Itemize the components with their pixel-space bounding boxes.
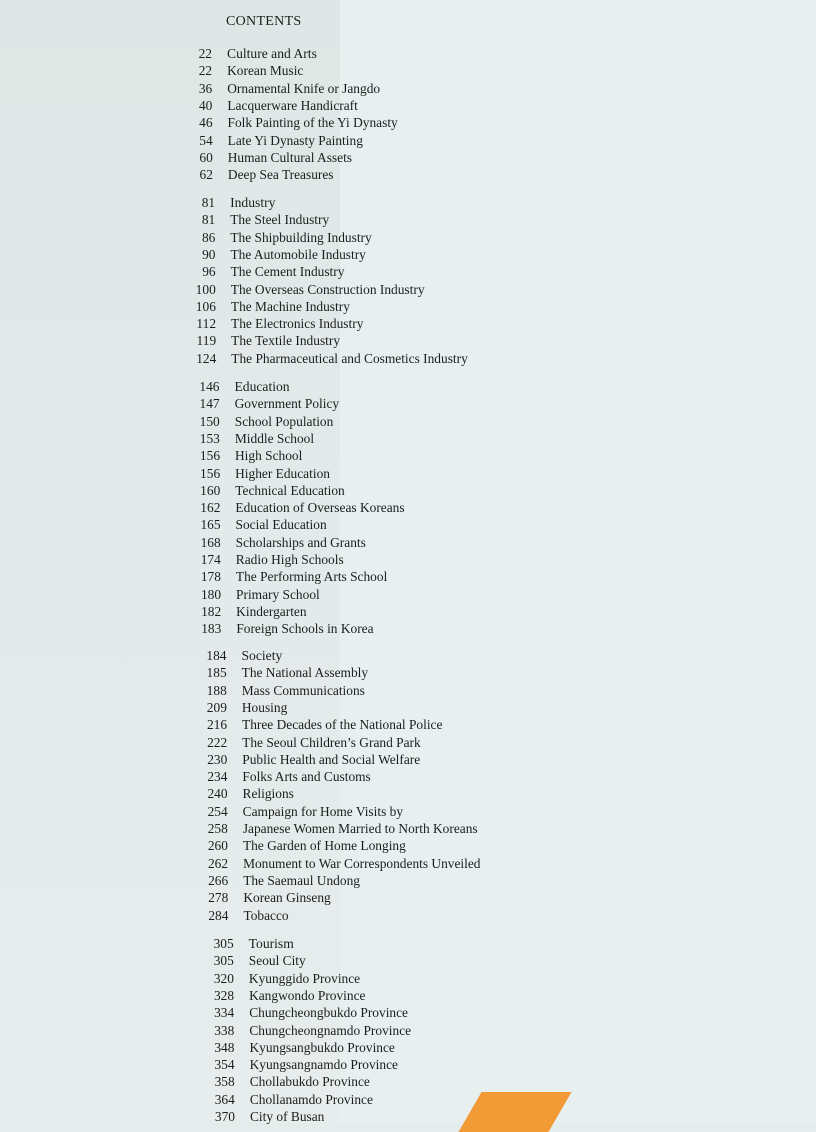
page-number: 100 xyxy=(195,281,216,297)
entry-title: Scholarships and Grants xyxy=(235,534,366,550)
contents-heading: CONTENTS xyxy=(226,14,302,29)
page-number: 348 xyxy=(214,1039,235,1055)
page-number: 153 xyxy=(199,430,220,446)
entry-title: Kindergarten xyxy=(236,603,307,619)
page-number: 184 xyxy=(206,648,227,663)
page-number: 320 xyxy=(213,970,234,986)
entry-title: Japanese Women Married to North Koreans xyxy=(242,821,478,836)
entry-title: Radio High Schools xyxy=(235,552,344,567)
entry-title: Chollanamdo Province xyxy=(249,1091,373,1107)
section-title: Industry xyxy=(230,195,276,210)
page-number: 86 xyxy=(201,229,216,245)
entry-title: Late Yi Dynasty Painting xyxy=(227,132,363,148)
page-number: 254 xyxy=(207,803,228,819)
page-number: 165 xyxy=(200,517,221,533)
page-number: 185 xyxy=(206,665,227,681)
entry-title: Deep Sea Treasures xyxy=(227,167,334,183)
entry-title: Korean Music xyxy=(227,63,304,79)
entry-title: Education of Overseas Koreans xyxy=(235,500,405,516)
page-number: 81 xyxy=(201,195,216,210)
entry-title: Three Decades of the National Police xyxy=(242,717,443,733)
entry-title: Kyungsangnamdo Province xyxy=(249,1057,398,1073)
entry-title: Higher Education xyxy=(235,465,330,481)
entry-title: High School xyxy=(235,448,303,464)
page-number: 22 xyxy=(198,46,212,61)
entry-title: Folks Arts and Customs xyxy=(242,769,371,785)
page-number: 305 xyxy=(213,953,234,969)
section-title: Tourism xyxy=(248,936,294,951)
entry-title: Housing xyxy=(241,699,288,715)
entry-title: The Electronics Industry xyxy=(231,316,364,332)
entry-title: Mass Communications xyxy=(241,682,365,698)
page-number: 81 xyxy=(201,212,216,228)
entry-title: The Cement Industry xyxy=(230,264,345,280)
page-number: 266 xyxy=(208,872,229,888)
entry-title: Lacquerware Handicraft xyxy=(227,97,358,113)
entry-title: Monument to War Correspondents Unveiled xyxy=(243,855,481,871)
section-title: Society xyxy=(241,648,283,663)
entry-title: The Performing Arts School xyxy=(235,569,388,585)
page-number: 36 xyxy=(198,80,213,96)
page-number: 262 xyxy=(207,855,229,871)
entry-title: The National Assembly xyxy=(241,665,369,681)
page-number: 334 xyxy=(214,1005,235,1021)
page-number: 183 xyxy=(201,621,222,637)
page-number: 150 xyxy=(199,413,220,429)
page-number: 230 xyxy=(207,751,228,767)
entry-title: Public Health and Social Welfare xyxy=(242,751,421,767)
entry-title: Seoul City xyxy=(248,953,306,969)
page-number: 209 xyxy=(206,699,227,715)
page-number: 96 xyxy=(202,264,216,280)
entry-title: Tobacco xyxy=(243,907,289,923)
entry-title: Foreign Schools in Korea xyxy=(236,621,374,637)
entry-title: Middle School xyxy=(234,430,315,446)
entry-title: The Shipbuilding Industry xyxy=(230,229,372,245)
entry-title: The Steel Industry xyxy=(230,212,330,228)
page-number: 182 xyxy=(201,603,222,619)
page-number: 354 xyxy=(214,1057,235,1073)
entry-title: The Garden of Home Longing xyxy=(242,838,406,854)
page-number: 22 xyxy=(198,63,213,79)
page-number: 358 xyxy=(214,1074,235,1090)
entry-title: Social Education xyxy=(235,517,327,533)
page-number: 46 xyxy=(199,115,213,131)
page-number: 328 xyxy=(213,987,235,1003)
page-number: 260 xyxy=(207,838,228,854)
entry-title: Kangwondo Province xyxy=(249,987,366,1003)
entry-title: Chungcheongnamdo Province xyxy=(249,1022,412,1038)
entry-title: Human Cultural Assets xyxy=(227,149,352,165)
page-number: 305 xyxy=(213,936,234,951)
entry-title: Government Policy xyxy=(234,396,340,412)
entry-title: Kyungsangbukdo Province xyxy=(249,1039,395,1055)
entry-title: Folk Painting of the Yi Dynasty xyxy=(227,115,398,131)
page-number: 40 xyxy=(198,97,213,113)
show-through-panel xyxy=(340,0,816,1123)
page-number: 112 xyxy=(196,316,217,332)
page-number: 370 xyxy=(214,1109,235,1124)
page-number: 278 xyxy=(208,890,229,906)
page-number: 119 xyxy=(196,333,217,349)
page-number: 106 xyxy=(195,298,216,314)
page-number: 216 xyxy=(206,717,228,733)
page-number: 156 xyxy=(199,448,221,464)
entry-title: The Saemaul Undong xyxy=(243,872,360,888)
page-number: 364 xyxy=(214,1091,235,1107)
section-title: Education xyxy=(234,379,290,394)
page-number: 258 xyxy=(207,821,228,836)
entry-title: Kyunggido Province xyxy=(248,970,361,986)
page-number: 240 xyxy=(207,786,228,802)
page-number: 338 xyxy=(214,1022,235,1038)
page-number: 162 xyxy=(200,500,221,516)
page-number: 174 xyxy=(200,552,221,567)
entry-title: The Pharmaceutical and Cosmetics Industry xyxy=(231,350,468,366)
entry-title: Campaign for Home Visits by xyxy=(242,803,404,819)
page-number: 146 xyxy=(199,379,220,394)
entry-title: Primary School xyxy=(236,586,320,602)
entry-title: City of Busan xyxy=(249,1109,325,1124)
page-number: 168 xyxy=(200,534,221,550)
page-number: 62 xyxy=(199,167,213,183)
page-number: 54 xyxy=(199,132,213,148)
entry-title: School Population xyxy=(234,413,334,429)
page-number: 147 xyxy=(199,396,220,412)
entry-title: The Textile Industry xyxy=(231,333,341,349)
page-number: 234 xyxy=(207,769,228,785)
entry-title: The Seoul Children’s Grand Park xyxy=(242,734,421,750)
page-number: 60 xyxy=(199,149,213,165)
page-number: 90 xyxy=(202,246,216,262)
entry-title: The Automobile Industry xyxy=(230,246,366,262)
entry-title: The Overseas Construction Industry xyxy=(230,281,425,297)
entry-title: Chollabukdo Province xyxy=(249,1074,370,1090)
page-number: 188 xyxy=(206,682,227,698)
page-number: 178 xyxy=(200,569,221,585)
section-title: Culture and Arts xyxy=(227,46,317,61)
entry-title: Chungcheongbukdo Province xyxy=(249,1005,408,1021)
page-number: 222 xyxy=(207,734,228,750)
entry-title: Religions xyxy=(242,786,294,802)
entry-title: Korean Ginseng xyxy=(243,890,331,906)
entry-title: Technical Education xyxy=(235,482,345,498)
page-number: 180 xyxy=(200,586,222,602)
page-number: 124 xyxy=(196,350,217,366)
entry-title: The Machine Industry xyxy=(230,298,350,314)
page-number: 156 xyxy=(200,465,221,481)
page-number: 284 xyxy=(208,907,229,923)
page-number: 160 xyxy=(200,482,221,498)
entry-title: Ornamental Knife or Jangdo xyxy=(227,80,381,96)
